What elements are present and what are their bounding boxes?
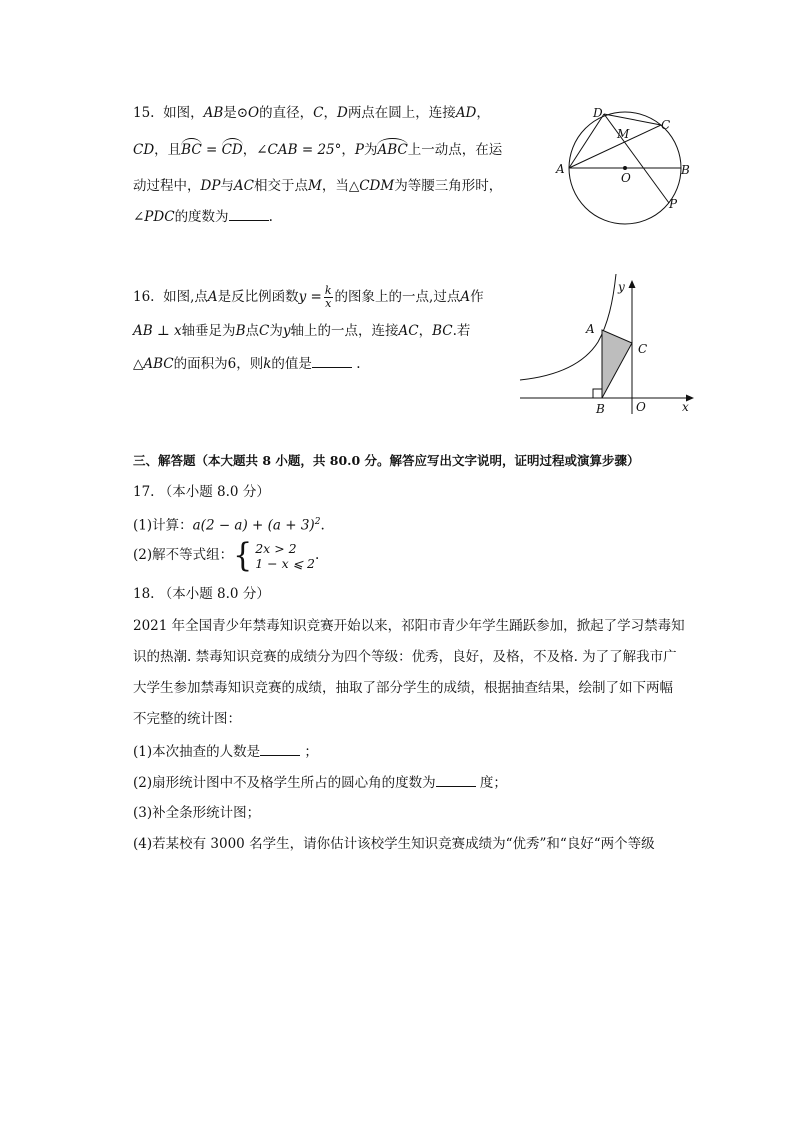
q18-para-2: 识的热潮. 禁毒知识竞赛的成绩分为四个等级：优秀，良好，及格，不及格. 为了了解我市广 — [133, 649, 677, 665]
q17-part-1: (1)计算：$a(2 - a) + (a + 3)^2$. — [133, 517, 325, 534]
q18-sub-1: (1)本次抽查的人数是 ； — [133, 744, 318, 760]
fraction-k-over-x: $\frac{k}{x}$ — [324, 284, 332, 310]
q16-line-2: AB ⊥ x轴垂足为B点C为y轴上的一点，连接AC，BC.若 — [133, 323, 471, 339]
label-b: B — [681, 163, 690, 177]
q16-number: 16. — [133, 289, 155, 305]
arc-abc: ABC — [377, 142, 408, 158]
q17-part-2: (2)解不等式组：{ 2x > 2 1 − x ⩽ 2 . — [133, 535, 320, 575]
label-x: x — [682, 400, 689, 414]
center-dot — [623, 166, 627, 170]
label-c: C — [661, 118, 671, 132]
right-angle-mark — [593, 389, 602, 398]
q15-line-3: 动过程中，DP与AC相交于点M，当△CDM为等腰三角形时， — [133, 178, 503, 194]
q15-line-2: CD，且BC = CD，∠CAB = 25°，P为ABC上一动点，在运 — [133, 142, 503, 158]
label-o: O — [636, 400, 646, 414]
q18-sub-3: (3)补全条形统计图； — [133, 805, 261, 821]
label-a: A — [586, 322, 595, 336]
q18-header: 18. （本小题 8.0 分） — [133, 586, 270, 602]
label-p: P — [669, 197, 678, 211]
answer-blank-16[interactable] — [312, 354, 352, 368]
q18-sub-2: (2)扇形统计图中不及格学生所占的圆心角的度数为 度； — [133, 775, 507, 791]
label-b: B — [596, 402, 605, 416]
q15-line-4: ∠PDC的度数为 . — [133, 209, 273, 225]
q18-para-4: 不完整的统计图： — [133, 711, 241, 727]
segment-dp — [604, 114, 669, 203]
label-d: D — [593, 106, 603, 120]
arc-cd: CD — [221, 142, 243, 158]
q15-number: 15. — [133, 105, 155, 121]
q18-sub-4: (4)若某校有 3000 名学生，请你估计该校学生知识竞赛成绩为“优秀”和“良好“两个等级 — [133, 836, 655, 852]
q15-circle-figure — [552, 100, 700, 235]
triangle-abc — [602, 330, 632, 398]
label-m: M — [617, 127, 630, 141]
q16-line-3: △ABC的面积为6，则k的值是 . — [133, 356, 361, 372]
q16-line-1: 16. 如图,点A是反比例函数y = $\frac{k}{x}$ 的图象上的一点,过点A作 — [133, 284, 484, 310]
y-axis-arrow — [629, 280, 636, 288]
label-y: y — [618, 280, 625, 294]
q18-para-1: 2021 年全国青少年禁毒知识竞赛开始以来，祁阳市青少年学生踊跃参加，掀起了学习禁毒知 — [133, 618, 685, 634]
q17-header: 17. （本小题 8.0 分） — [133, 484, 270, 500]
q15-line-1: 15. 如图，AB是⊙O的直径，C，D两点在圆上，连接AD， — [133, 105, 490, 121]
system-brace: { — [233, 535, 253, 575]
q16-graph-figure — [518, 272, 698, 418]
label-c: C — [638, 342, 648, 356]
arc-bc: BC — [181, 142, 202, 158]
q18-para-3: 大学生参加禁毒知识竞赛的成绩，抽取了部分学生的成绩，根据抽查结果，绘制了如下两幅 — [133, 680, 673, 696]
inequality-system: 2x > 2 1 − x ⩽ 2 — [255, 540, 316, 571]
answer-blank-15[interactable] — [229, 207, 269, 221]
label-o: O — [621, 171, 631, 185]
section-3-heading: 三、解答题（本大题共 8 小题，共 80.0 分。解答应写出文字说明，证明过程或演算步骤） — [133, 453, 640, 468]
answer-blank-18-1[interactable] — [260, 742, 300, 756]
answer-blank-18-2[interactable] — [436, 773, 476, 787]
label-a: A — [556, 162, 565, 176]
